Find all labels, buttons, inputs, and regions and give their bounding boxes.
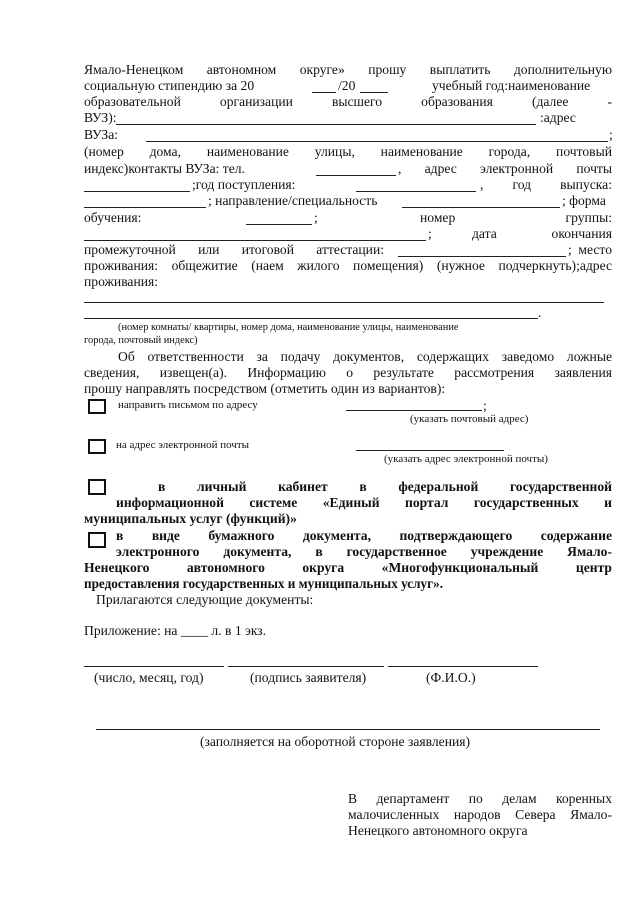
responsibility-line-3: прошу направлять посредством (отметить один из вариантов):: [84, 381, 446, 396]
email-address-blank[interactable]: [356, 450, 504, 451]
text-line-4b: :адрес: [540, 110, 576, 125]
email-blank[interactable]: [84, 191, 190, 192]
date-blank[interactable]: [84, 666, 224, 667]
mail-hint: (указать почтовый адрес): [410, 413, 529, 425]
mail-semicolon: ;: [483, 398, 487, 413]
addressee-line-2: малочисленных народов Севера Ямало-: [348, 807, 612, 822]
attached-documents-label: Прилагаются следующие документы:: [96, 592, 314, 607]
phone-blank[interactable]: [316, 175, 396, 176]
mail-label: направить письмом по адресу: [118, 399, 258, 411]
responsibility-line-1: Об ответственности за подачу документов, содержащих заведомо ложные: [118, 349, 612, 364]
text-line-10b: ;: [314, 210, 318, 225]
text-line-5b: ;: [609, 127, 613, 142]
cabinet-checkbox[interactable]: [88, 479, 106, 495]
addressee-line-3: Ненецкого автономного округа: [348, 823, 528, 838]
paper-line-1: в виде бумажного документа, подтверждающего содержание: [116, 528, 612, 543]
cabinet-line-3: муниципальных услуг (функций)»: [84, 511, 297, 526]
email-label: на адрес электронной почты: [116, 439, 250, 451]
graduation-year-blank[interactable]: [84, 207, 206, 208]
signature-caption: (подпись заявителя): [250, 670, 367, 685]
paper-line-4: предоставления государственных и муниципальных услуг».: [84, 576, 444, 591]
cabinet-line-2: информационной системе «Единый портал государственных и: [116, 495, 612, 510]
signature-blank[interactable]: [228, 666, 384, 667]
paper-line-3: Ненецкого автономного округа «Многофункциональный центр: [84, 560, 612, 575]
text-line-9a: ; направление/специальность: [208, 193, 378, 208]
university-address-blank[interactable]: [146, 141, 608, 142]
text-line-4a: ВУЗ):: [84, 110, 117, 125]
admission-year-blank[interactable]: [356, 191, 476, 192]
appendix-line: Приложение: на ____ л. в 1 экз.: [84, 623, 267, 638]
text-line-3: образовательной организации высшего образования (далее -: [84, 94, 612, 109]
fio-caption: (Ф.И.О.): [426, 670, 476, 685]
attestation-date-blank[interactable]: [398, 256, 566, 257]
paper-line-2: электронного документа, в государственное учреждение Ямало-: [116, 544, 612, 559]
text-line-10c: номер группы:: [420, 210, 612, 225]
responsibility-line-2: сведения, извещен(а). Информацию о результате рассмотрения заявления: [84, 365, 612, 380]
reverse-side-note: (заполняется на оборотной стороне заявления): [200, 734, 471, 749]
addressee-line-1: В департамент по делам коренных: [348, 791, 612, 806]
specialty-blank[interactable]: [402, 207, 560, 208]
text-line-11a: ;: [428, 226, 432, 241]
text-line-10a: обучения:: [84, 210, 142, 225]
text-line-5a: ВУЗа:: [84, 127, 119, 142]
email-hint: (указать адрес электронной почты): [384, 453, 548, 465]
text-line-9b: ; форма: [562, 193, 606, 208]
cabinet-line-1: в личный кабинет в федеральной государственной: [158, 479, 612, 494]
residence-address-blank-2[interactable]: [84, 318, 538, 319]
mail-checkbox[interactable]: [88, 399, 106, 414]
text-line-8b: , год выпуска:: [480, 177, 612, 192]
group-number-blank[interactable]: [84, 240, 426, 241]
residence-hint-2: города, почтовый индекс): [84, 335, 198, 346]
text-line-2b: /20: [338, 78, 356, 93]
residence-hint-1: (номер комнаты/ квартиры, номер дома, наименование улицы, наименование: [118, 322, 459, 333]
text-line-1: Ямало-Ненецком автономном округе» прошу выплатить дополнительную: [84, 62, 612, 77]
text-line-2c: учебный год:наименование: [432, 78, 591, 93]
text-line-12a: промежуточной или итоговой аттестации:: [84, 242, 384, 257]
year-from-blank[interactable]: [312, 92, 336, 93]
text-line-11b: дата окончания: [472, 226, 612, 241]
text-line-12b: ; место: [568, 242, 612, 257]
university-name-blank[interactable]: [116, 124, 536, 125]
fio-blank[interactable]: [388, 666, 538, 667]
mail-address-blank[interactable]: [346, 410, 482, 411]
paper-checkbox[interactable]: [88, 532, 106, 548]
text-line-2a: социальную стипендию за 20: [84, 78, 255, 93]
study-form-blank[interactable]: [246, 224, 312, 225]
text-line-15: .: [538, 305, 542, 320]
residence-address-blank-1[interactable]: [84, 302, 604, 303]
date-caption: (число, месяц, год): [94, 670, 204, 685]
text-line-13: проживания: общежитие (наем жилого помещения) (нужное подчеркнуть);адрес: [84, 258, 612, 273]
text-line-8a: ;год поступления:: [192, 177, 296, 192]
reverse-side-line: [96, 729, 600, 730]
text-line-7b: , адрес электронной почты: [398, 161, 612, 176]
text-line-7a: индекс)контакты ВУЗа: тел.: [84, 161, 245, 176]
year-to-blank[interactable]: [360, 92, 388, 93]
email-checkbox[interactable]: [88, 439, 106, 454]
text-line-6: (номер дома, наименование улицы, наименование города, почтовый: [84, 144, 612, 159]
text-line-14: проживания:: [84, 274, 159, 289]
